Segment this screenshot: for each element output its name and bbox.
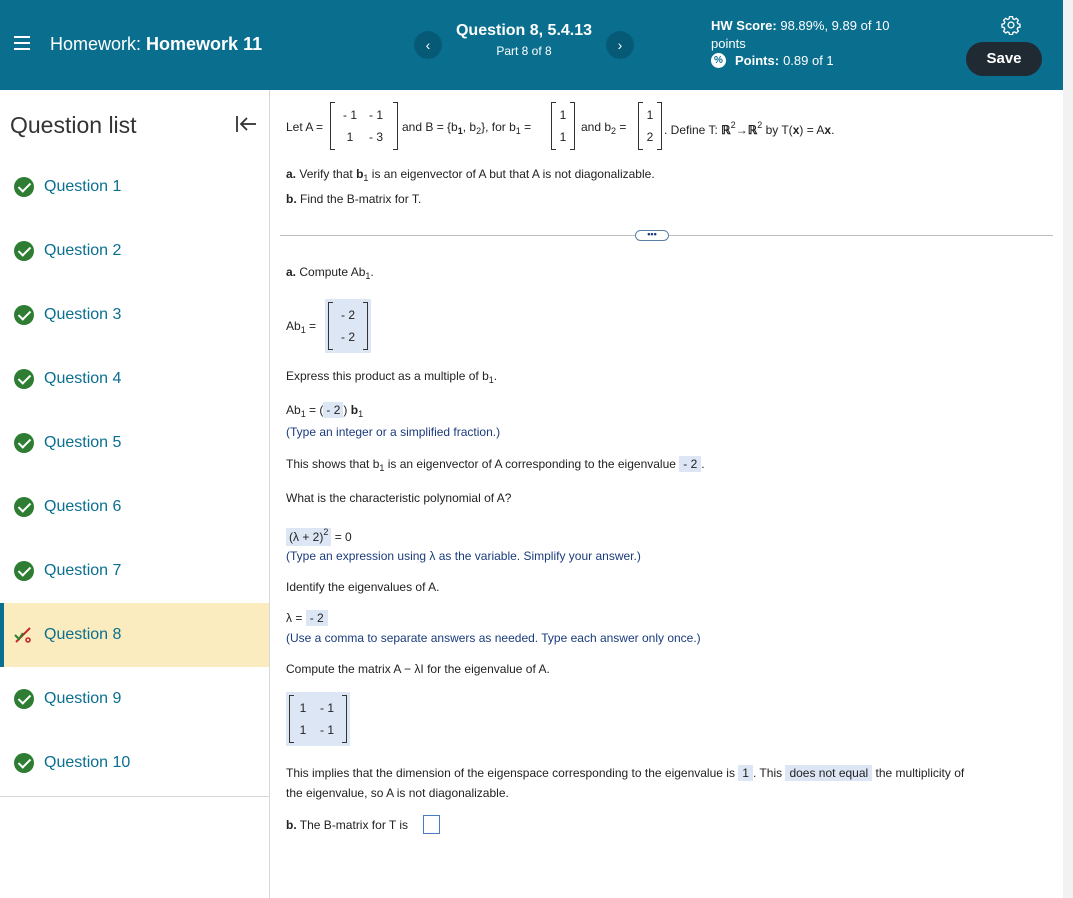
vector-b2 <box>638 102 662 150</box>
sidebar-item-question-6[interactable] <box>0 475 269 539</box>
sidebar-item-question-10[interactable] <box>0 731 269 795</box>
express-instruction: Express this product as a multiple of $b_1$. <box>286 369 498 385</box>
question-label: Question 4 <box>44 370 122 387</box>
check-icon <box>14 177 34 197</box>
matrix-question: Compute the matrix A − λI for the eigenvalue of A. <box>286 662 550 676</box>
ab1-lhs: $Ab_1$ = <box>286 319 317 335</box>
question-label: Question 10 <box>44 754 131 771</box>
check-icon <box>14 305 34 325</box>
partial-credit-icon <box>13 625 33 645</box>
sidebar-item-question-9[interactable] <box>0 667 269 731</box>
part-b-prompt: b. The B-matrix for T is <box>286 818 409 832</box>
question-label: Question 1 <box>44 178 122 195</box>
multiple-equation: $Ab_1$ = ( - 2 ) $b_1$ <box>286 403 364 419</box>
vector-b2-cell: 2 <box>646 130 654 144</box>
points-display <box>711 53 834 68</box>
matrix-a-cell: - 1 <box>368 108 383 122</box>
question-label: Question 2 <box>44 242 122 259</box>
matrix-answer-cell: 1 <box>299 701 307 715</box>
ab1-cell: - 2 <box>340 308 355 322</box>
expand-more-button[interactable]: ••• <box>635 230 669 241</box>
matrix-answer-cell: - 1 <box>319 723 334 737</box>
matrix-a <box>330 102 398 150</box>
question-label: Question 6 <box>44 498 122 515</box>
gear-icon[interactable] <box>1001 15 1021 35</box>
question-title: Question 8, 5.4.13 <box>455 22 593 39</box>
matrix-a-cell: 1 <box>346 130 354 144</box>
implies-statement: This implies that the dimension of the eigenspace corresponding to the eigenvalue is 1 . This does not equal the multiplicity of <box>286 766 965 780</box>
define-text: . Define T: ℝ$^2$→ℝ$^2$ by T(x) = Ax. <box>664 120 835 137</box>
sidebar-item-question-5[interactable] <box>0 411 269 475</box>
question-part: Part 8 of 8 <box>496 44 552 58</box>
identify-instruction: Identify the eigenvalues of A. <box>286 580 440 594</box>
points-label: Points: <box>735 53 780 68</box>
check-icon <box>14 433 34 453</box>
question-label: Question 5 <box>44 434 122 451</box>
b-matrix-answer-input[interactable] <box>423 815 440 834</box>
homework-name: Homework 11 <box>146 34 263 54</box>
matrix-answer-bracket <box>289 695 347 743</box>
sidebar-item-question-3[interactable] <box>0 283 269 347</box>
ab1-cell: - 2 <box>340 330 355 344</box>
dimension-answer[interactable]: 1 <box>738 765 753 781</box>
charpoly-hint: (Type an expression using λ as the variable. Simplify your answer.) <box>286 549 641 563</box>
ab1-answer-vector[interactable] <box>325 299 371 353</box>
save-button[interactable]: Save <box>966 42 1042 76</box>
shows-statement: This shows that $b_1$ is an eigenvector of A corresponding to the eigenvalue - 2 . <box>286 457 705 473</box>
check-icon <box>14 753 34 773</box>
question-list-sidebar <box>0 90 270 898</box>
hw-score-unit: points <box>711 36 746 51</box>
ab1-bracket <box>328 302 368 350</box>
check-icon <box>14 689 34 709</box>
scrollbar[interactable] <box>1063 0 1073 898</box>
sidebar-item-question-1[interactable] <box>0 155 269 219</box>
question-list-title: Question list <box>10 112 137 138</box>
multiple-hint: (Type an integer or a simplified fraction.) <box>286 425 501 439</box>
hamburger-menu-icon[interactable] <box>14 36 30 50</box>
hw-score-label: HW Score: <box>711 18 777 33</box>
eigenvalue-answer[interactable]: - 2 <box>679 456 701 472</box>
charpoly-answer[interactable]: $(\lambda + 2)^2$ <box>286 528 331 546</box>
matrix-a-cell: - 3 <box>368 130 383 144</box>
question-label: Question 8 <box>44 626 122 643</box>
question-label: Question 9 <box>44 690 122 707</box>
points-value: 0.89 of 1 <box>783 53 834 68</box>
compute-instruction: a. Compute $Ab_1$. <box>286 265 374 281</box>
matrix-answer-cell: 1 <box>299 723 307 737</box>
part-a-instruction: a. Verify that $b_1$ is an eigenvector of A but that A is not diagonalizable. <box>286 167 655 183</box>
multiple-answer[interactable]: - 2 <box>323 402 343 418</box>
matrix-a-cell: - 1 <box>342 108 357 122</box>
homework-prefix: Homework: <box>50 34 142 54</box>
charpoly-equation: $(\lambda + 2)^2 = 0$ <box>286 527 352 544</box>
sidebar-item-question-2[interactable] <box>0 219 269 283</box>
previous-question-button[interactable]: ‹ <box>414 31 442 59</box>
top-header <box>0 0 1063 90</box>
vector-b2-cell: 1 <box>646 108 654 122</box>
sidebar-item-question-7[interactable] <box>0 539 269 603</box>
partial-credit-icon: % <box>711 53 726 68</box>
sidebar-divider <box>0 796 269 797</box>
implies-conclusion: the eigenvalue, so A is not diagonalizable. <box>286 786 509 800</box>
vector-b1 <box>551 102 575 150</box>
lambda-answer[interactable]: - 2 <box>306 610 328 626</box>
matrix-answer-cell: - 1 <box>319 701 334 715</box>
hw-score-value: 98.89%, 9.89 of 10 <box>780 18 890 33</box>
hw-score <box>711 17 921 53</box>
sidebar-item-question-4[interactable] <box>0 347 269 411</box>
check-icon <box>14 561 34 581</box>
check-icon <box>14 241 34 261</box>
part-b-instruction: b. Find the B-matrix for T. <box>286 192 422 206</box>
vector-b1-cell: 1 <box>559 130 567 144</box>
next-question-button[interactable]: › <box>606 31 634 59</box>
question-label: Question 7 <box>44 562 122 579</box>
basis-text: and $B = \{b_1$, $b_2$}, for $b_1$ = <box>402 120 532 136</box>
charpoly-question: What is the characteristic polynomial of A? <box>286 491 512 505</box>
equality-dropdown[interactable]: does not equal <box>785 765 872 781</box>
sidebar-item-question-8[interactable] <box>0 603 269 667</box>
vector-b1-cell: 1 <box>559 108 567 122</box>
matrix-answer[interactable] <box>286 692 350 746</box>
check-icon <box>14 369 34 389</box>
and-b2-text: and $b_2$ = <box>581 120 627 136</box>
let-a-text: Let A = <box>286 120 324 134</box>
collapse-sidebar-icon[interactable] <box>234 114 258 134</box>
question-label: Question 3 <box>44 306 122 323</box>
check-icon <box>14 497 34 517</box>
lambda-hint: (Use a comma to separate answers as needed. Type each answer only once.) <box>286 631 701 645</box>
homework-title <box>50 34 262 55</box>
lambda-equation: λ = - 2 <box>286 611 328 625</box>
